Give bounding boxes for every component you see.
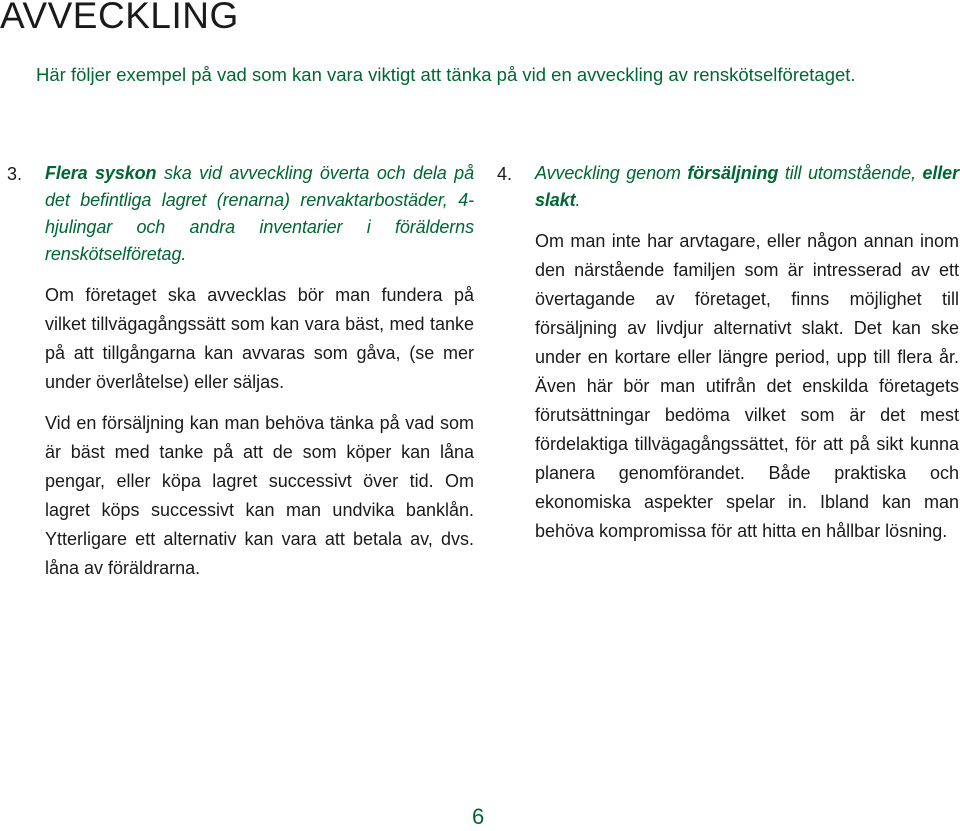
lead-rest: ska vid avveckling överta och dela på det befintliga lagret (renarna) renvaktarbostäder, 4-hjulingar och andra inventarier i förälderns renskötselföretag. (45, 163, 474, 264)
left-column (0, 160, 474, 595)
item-lead (45, 160, 474, 268)
list-item-3 (0, 160, 474, 583)
lead-bold: Flera syskon (45, 163, 157, 183)
paragraph: Om man inte har arvtagare, eller någon annan inom den närstående familjen som är intresserad av ett övertagande av företaget, finns möjlighet till försäljning av livdjur alternativt slakt. Det kan ske under en kortare eller längre period, upp till flera år. Även här bör man utifrån det enskilda företagets förutsättningar bedöma vilket som är det mest fördelaktiga tillvägagångssättet, för att på sikt kunna planera genomförandet. Både praktiska och ekonomiska aspekter spelar in. Ibland kan man behöva kompromissa för att hitta en hållbar lösning. (535, 231, 959, 541)
lead-end: . (575, 190, 581, 210)
item-number: 4. (497, 164, 513, 184)
paragraph: Om företaget ska avvecklas bör man fundera på vilket tillvägagångssätt som kan vara bäst, med tanke på att tillgångarna kan avvaras som gåva, (se mer under överlåtelse) eller säljas. (45, 285, 474, 392)
lead-pre: Avveckling genom (535, 163, 688, 183)
paragraph: Vid en försäljning kan man behöva tänka på vad som är bäst med tanke på att de som köper kan låna pengar, eller köpa lagret successivt över tid. Om lagret köps successivt kan man undvika banklån. Ytterligare ett alternativ kan vara att betala av, dvs. låna av föräldrarna. (45, 413, 474, 578)
item-number: 3. (7, 164, 23, 184)
right-column (497, 160, 959, 558)
lead-mid: till utomstående, (778, 163, 923, 183)
intro-text: Här följer exempel på vad som kan vara viktigt att tänka på vid en avveckling av renskötselföretaget. (36, 64, 856, 85)
list-item-4 (497, 160, 959, 546)
item-lead (535, 160, 959, 214)
page-title: AVVECKLING (0, 0, 239, 36)
lead-bold: försäljning (687, 163, 779, 183)
page-number: 6 (472, 804, 485, 829)
lead-bold: eller slakt (535, 163, 959, 210)
